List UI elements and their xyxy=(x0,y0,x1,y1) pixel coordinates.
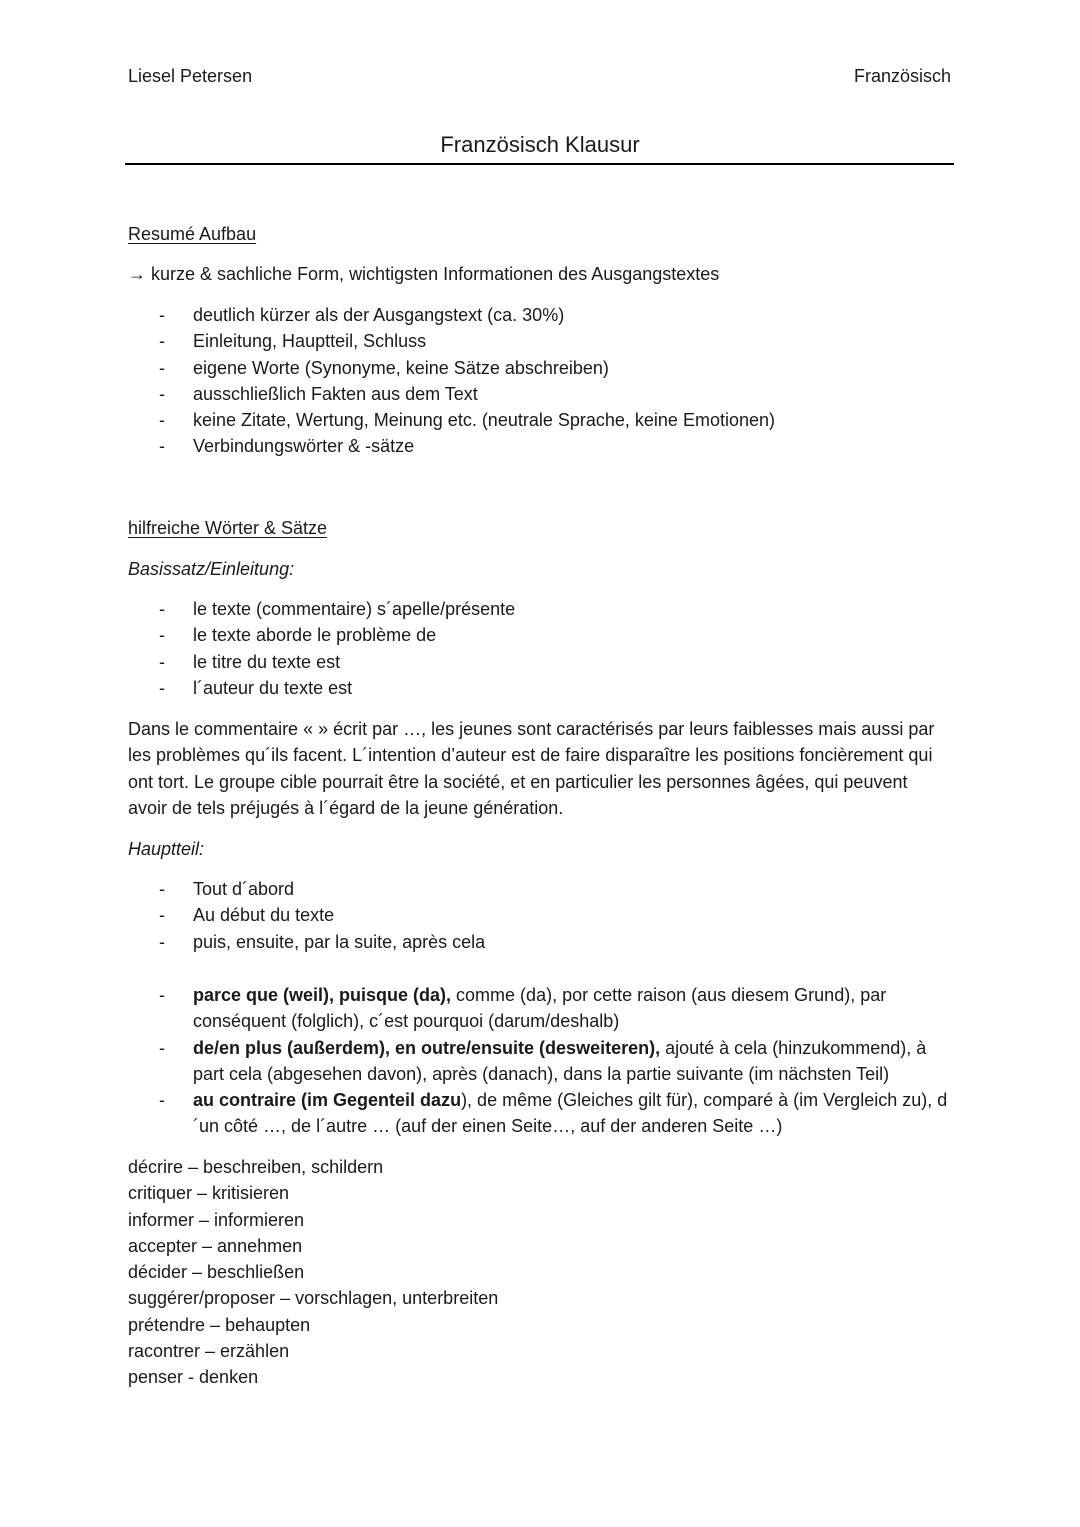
list-item: - Verbindungswörter & -sätze xyxy=(128,433,775,459)
connector-bold: parce que (weil), puisque (da), xyxy=(193,985,452,1005)
list-item: - le texte (commentaire) s´apelle/présente xyxy=(128,596,515,622)
vocab-item: critiquer – kritisieren xyxy=(128,1183,290,1204)
list-item xyxy=(128,982,953,1035)
connector-rest: ajouté à cela (hinzukommend), à part cela (abgesehen davon), après (danach), dans la partie suivante (im nächsten Teil) xyxy=(193,1037,927,1084)
list-item: - deutlich kürzer als der Ausgangstext (ca. 30%) xyxy=(128,302,775,328)
list-item: - l´auteur du texte est xyxy=(128,675,515,701)
list-item: - keine Zitate, Wertung, Meinung etc. (neutrale Sprache, keine Emotionen) xyxy=(128,407,775,433)
vocab-list xyxy=(128,1154,498,1391)
connector-rest: comme (da), por cette raison (aus diesem Grund), par conséquent (folglich), c´est pourquoi (darum/deshalb) xyxy=(193,985,887,1032)
list-item: - Au début du texte xyxy=(128,902,485,928)
list-item xyxy=(128,1035,953,1088)
list-item: - eigene Worte (Synonyme, keine Sätze abschreiben) xyxy=(128,355,775,381)
example-paragraph: Dans le commentaire « » écrit par …, les jeunes sont caractérisés par leurs faiblesses mais aussi par les problèmes qu´ils facent. L´intention d’auteur est de faire disparaître les positions foncièrement qui ont tort. Le groupe cible pourrait être la société, et en particulier les personnes âgées, qui peuvent avoir de tels préjugés à l´égard de la jeune génération. xyxy=(128,719,935,818)
list-item: - Tout d´abord xyxy=(128,876,485,902)
connector-rest: ), de même (Gleiches gilt für), comparé à (im Vergleich zu), d´un côté …, de l´autre … (auf der einen Seite…, auf der anderen Seite …) xyxy=(193,1090,948,1137)
resume-heading: Resumé Aufbau xyxy=(128,224,257,244)
helpful-heading: hilfreiche Wörter & Sätze xyxy=(128,518,328,538)
list-item: - le titre du texte est xyxy=(128,649,515,675)
page-title: Französisch Klausur xyxy=(440,132,640,157)
list-item xyxy=(128,1087,953,1140)
resume-list xyxy=(128,302,775,460)
hauptteil-label: Hauptteil: xyxy=(128,839,205,859)
vocab-item: penser - denken xyxy=(128,1367,259,1388)
subject-label: Französisch xyxy=(853,66,951,86)
vocab-item: décrire – beschreiben, schildern xyxy=(128,1157,384,1177)
vocab-item: informer – informieren xyxy=(128,1209,305,1230)
list-item: - Einleitung, Hauptteil, Schluss xyxy=(128,328,775,354)
title-divider xyxy=(125,163,954,165)
hauptteil-list xyxy=(128,876,485,955)
vocab-item: prétendre – behaupten xyxy=(128,1314,311,1335)
vocab-item: accepter – annehmen xyxy=(128,1235,303,1256)
list-item: - puis, ensuite, par la suite, après cela xyxy=(128,929,485,955)
vocab-item: décider – beschließen xyxy=(128,1262,305,1283)
resume-intro: → kurze & sachliche Form, wichtigsten Informationen des Ausgangstextes xyxy=(128,264,720,284)
connector-bold: au contraire (im Gegenteil dazu xyxy=(193,1090,462,1111)
basis-label: Basissatz/Einleitung: xyxy=(128,559,295,579)
vocab-item: suggérer/proposer – vorschlagen, unterbreiten xyxy=(128,1288,499,1309)
vocab-item: racontrer – erzählen xyxy=(128,1341,290,1362)
list-item: - le texte aborde le problème de xyxy=(128,622,515,648)
list-item: - ausschließlich Fakten aus dem Text xyxy=(128,381,775,407)
connector-bold: de/en plus (außerdem), en outre/ensuite (desweiteren), xyxy=(193,1037,661,1058)
basis-list xyxy=(128,596,515,701)
connector-list xyxy=(128,982,953,1140)
author-name: Liesel Petersen xyxy=(128,66,253,86)
